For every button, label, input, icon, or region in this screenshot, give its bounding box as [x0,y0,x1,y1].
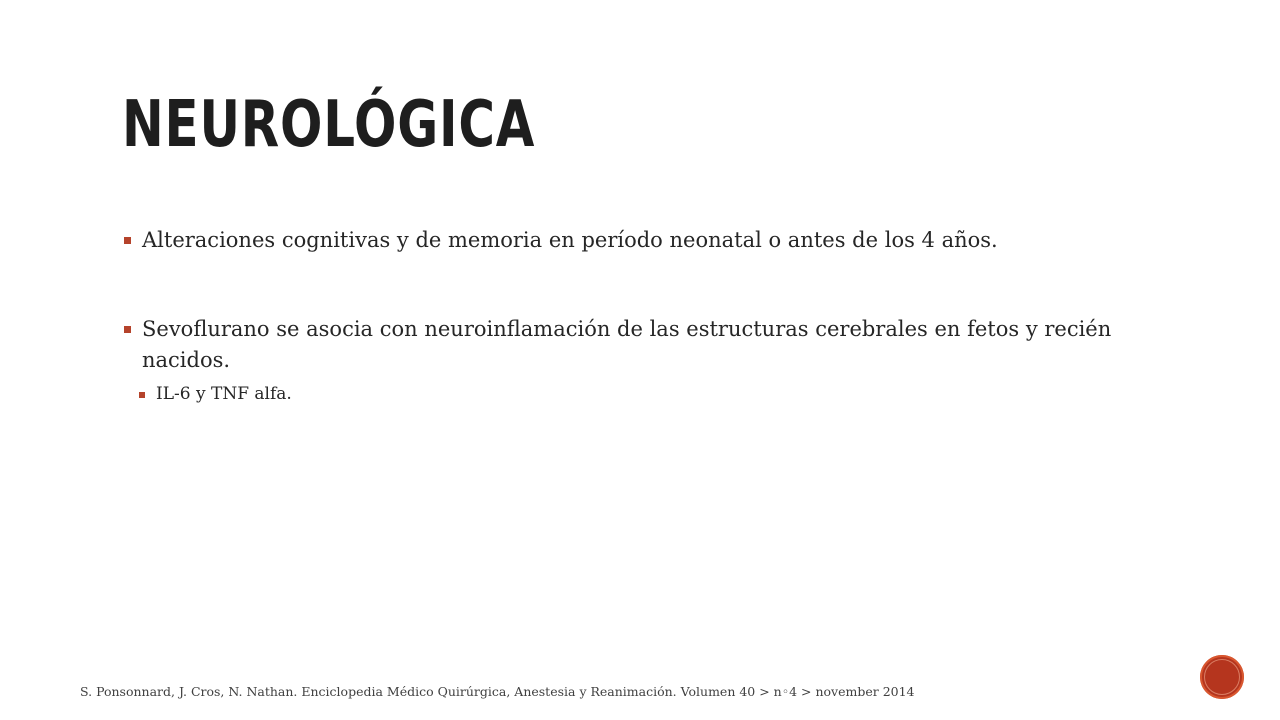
sub-bullet-text: IL-6 y TNF alfa. [156,384,292,404]
bullet-item [122,314,1162,376]
sub-bullet-item [122,382,1162,406]
bullet-item [122,225,1162,256]
bullet-marker-icon [124,326,131,333]
bullet-text: Sevoflurano se asocia con neuroinflamación de las estructuras cerebrales en fetos y recién nacidos. [142,317,1112,372]
bullet-text: Alteraciones cognitivas y de memoria en período neonatal o antes de los 4 años. [142,228,998,252]
sub-bullet-marker-icon [139,392,145,398]
slide-title: NEUROLÓGICA [122,88,536,162]
slide-number-badge [1200,655,1244,699]
citation-footer: S. Ponsonnard, J. Cros, N. Nathan. Enciclopedia Médico Quirúrgica, Anestesia y Reanimación. Volumen 40 > n◦4 > november 2014 [80,684,915,699]
bullet-marker-icon [124,237,131,244]
slide-background [0,0,12,720]
slide-content [122,225,1162,406]
